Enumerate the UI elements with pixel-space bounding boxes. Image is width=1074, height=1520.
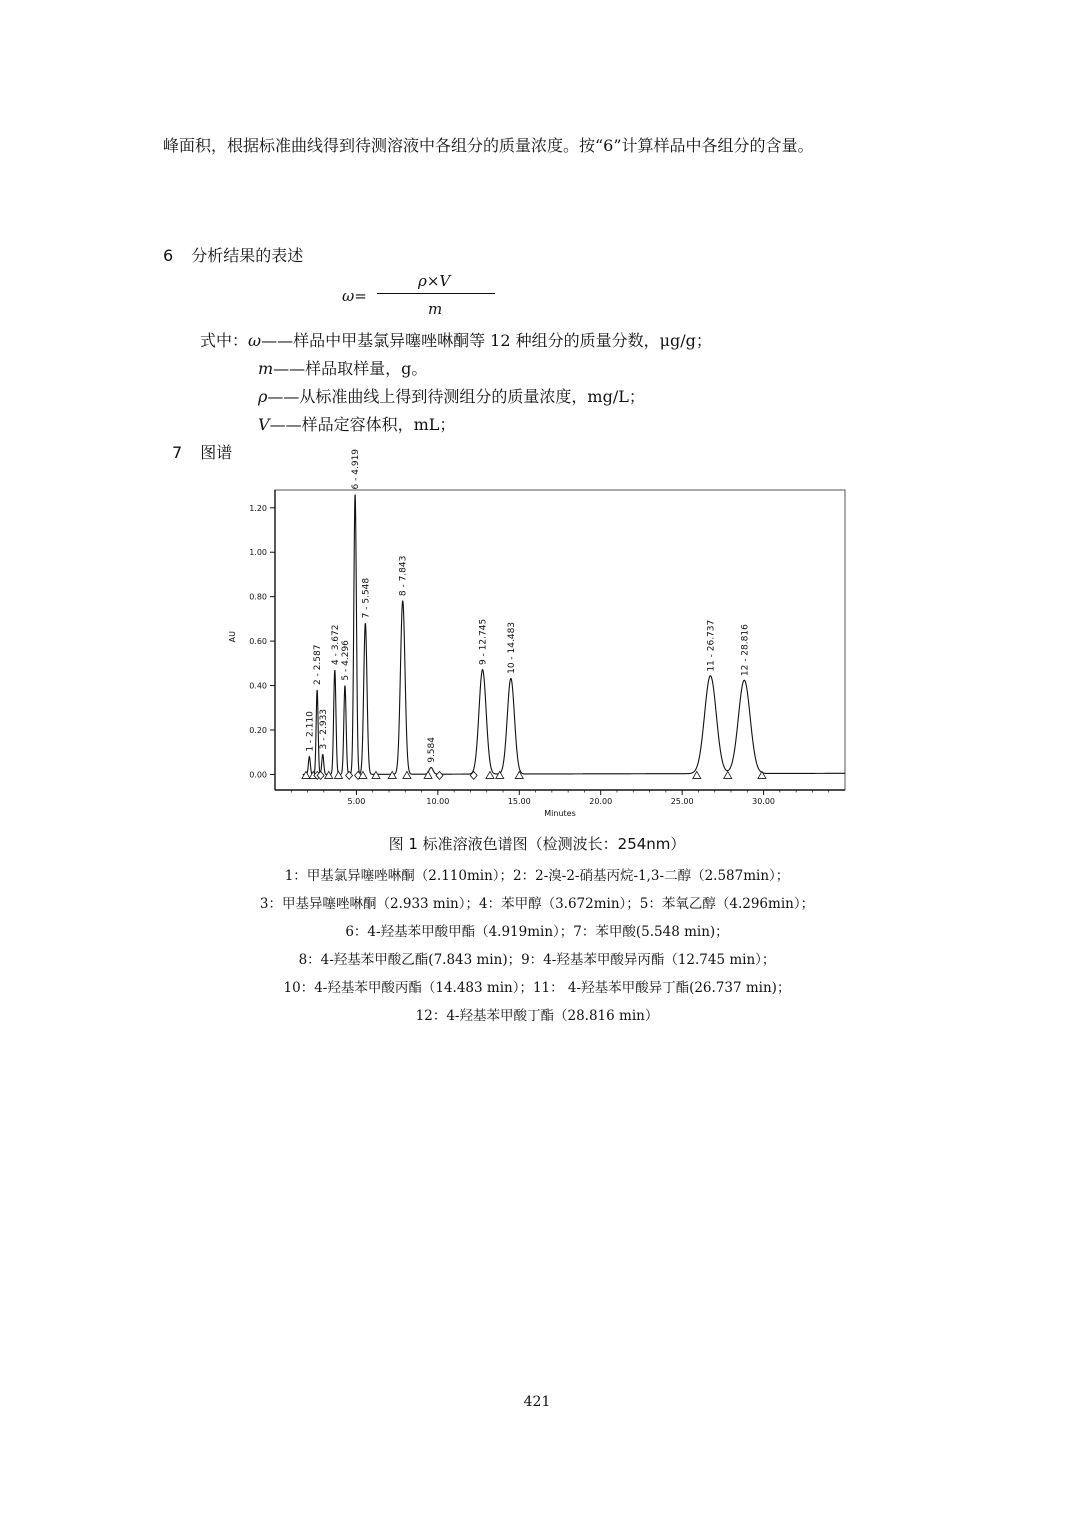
chromatogram-trace [303,495,845,774]
x-tick-label: 25.00 [670,797,694,806]
formula [342,272,502,322]
figure-note-6: 12：4-羟基苯甲酸丁酯（28.816 min） [415,1008,659,1024]
baseline-triangle-marker [424,771,432,778]
plot-frame [275,490,845,790]
peak-label: 9.584 [427,737,438,763]
x-axis-label: Minutes [544,809,576,818]
y-tick-label: 1.00 [249,548,267,558]
peak-label: 4 - 3.672 [330,624,341,665]
definition-symbol: ρ [258,387,268,406]
peak-label: 8 - 7.843 [398,555,409,597]
definition-m [258,356,427,379]
y-tick-label: 0.00 [249,770,267,780]
body-paragraph: 峰面积，根据标准曲线得到待测溶液中各组分的质量浓度。按“6”计算样品中各组分的含量。 [163,136,814,155]
y-tick-label: 0.60 [249,637,267,647]
definition-symbol: ω [248,331,262,350]
definition-omega [200,328,712,351]
section-7-title: 图谱 [200,443,233,462]
definition-prefix: 式中： [200,331,249,350]
definition-symbol: m [258,359,274,378]
formula-lhs: ω= [342,287,367,305]
peak-label: 2 - 2.587 [313,644,324,685]
figure-note-4: 8：4-羟基苯甲酸乙酯(7.843 min)；9：4-羟基苯甲酸异丙酯（12.745 min）； [298,952,776,968]
figure-note-5: 10：4-羟基苯甲酸丙酯（14.483 min）；11： 4-羟基苯甲酸异丁酯(26.737 min)； [283,980,791,996]
figure-caption: 图 1 标准溶液色谱图（检测波长：254nm） [388,835,686,853]
x-tick-label: 20.00 [589,797,613,806]
baseline-triangle-marker [496,771,504,778]
figure-note-2: 3：甲基异噻唑啉酮（2.933 min）；4：苯甲醇（3.672min）；5：苯氧乙醇（4.296min）； [259,896,815,912]
formula-numerator: ρ×V [418,272,451,290]
peak-label: 7 - 5.548 [361,577,372,619]
section-7-heading [172,440,232,463]
definition-rho [258,384,645,407]
section-6-heading [163,243,303,266]
peak-label: 10 - 14.483 [506,621,517,674]
baseline-diamond-marker [436,771,443,779]
section-7-number: 7 [172,443,183,462]
baseline-triangle-marker [724,771,732,778]
definition-text: ——从标准曲线上得到待测组分的质量浓度，mg/L； [267,387,645,406]
y-axis-label: AU [228,631,237,643]
fraction-bar [377,293,495,294]
y-tick-label: 0.20 [249,726,267,735]
baseline-diamond-marker [470,771,477,779]
definition-text: ——样品中甲基氯异噻唑啉酮等 12 种组分的质量分数，μg/g； [261,331,712,350]
figure-note-3: 6：4-羟基苯甲酸甲酯（4.919min）；7：苯甲酸(5.548 min)； [345,924,729,940]
definition-symbol: V [258,415,270,434]
peak-label: 3 - 2.933 [318,708,329,750]
peak-label: 6 - 4.919 [351,448,362,490]
baseline-triangle-marker [693,771,701,778]
peak-label: 1 - 2.110 [305,711,316,752]
peak-label: 5 - 4.296 [340,640,351,681]
page-number: 421 [523,1394,551,1410]
section-6-number: 6 [163,246,174,265]
x-tick-label: 15.00 [507,797,531,806]
baseline-triangle-marker [372,771,380,778]
peak-label: 11 - 26.737 [706,619,717,672]
formula-denominator: m [428,300,443,318]
baseline-triangle-marker [388,771,396,778]
peak-label: 9 - 12.745 [478,618,489,665]
chromatogram-chart [215,448,855,825]
y-tick-label: 0.80 [249,592,267,602]
baseline-triangle-marker [758,771,766,778]
section-6-title: 分析结果的表述 [191,246,304,265]
definition-v [258,412,455,435]
baseline-triangle-marker [515,771,523,778]
x-tick-label: 5.00 [347,797,366,806]
x-tick-label: 30.00 [752,797,776,806]
y-tick-label: 0.40 [249,681,267,691]
peak-label: 12 - 28.816 [740,624,751,677]
figure-note-1: 1：甲基氯异噻唑啉酮（2.110min）；2：2-溴-2-硝基丙烷-1,3-二醇（2.587min）； [284,868,790,884]
baseline-diamond-marker [346,771,353,779]
definition-text: ——样品定容体积，mL； [269,415,456,434]
definition-text: ——样品取样量，g。 [273,359,428,378]
x-tick-label: 10.00 [426,797,450,806]
y-tick-label: 1.20 [249,503,267,513]
